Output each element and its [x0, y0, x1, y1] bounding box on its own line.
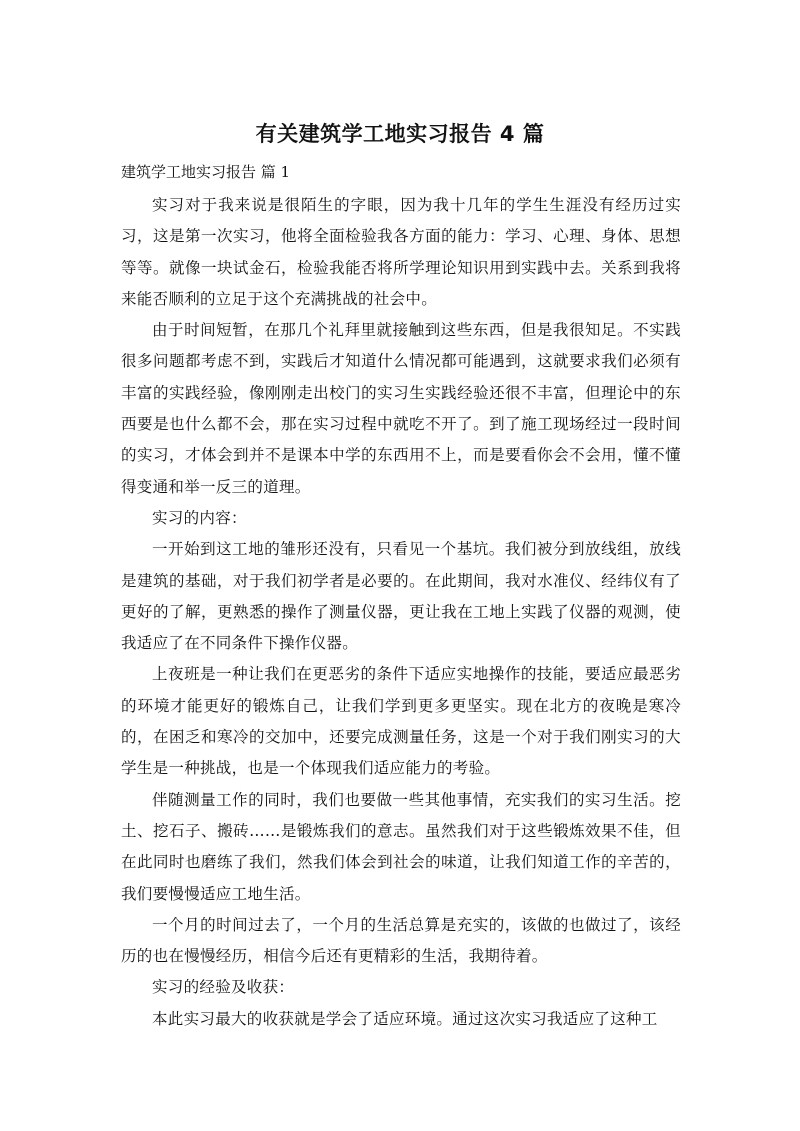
document-title: 有关建筑学工地实习报告 4 篇	[255, 122, 545, 146]
section-heading: 建筑学工地实习报告 篇 1	[121, 163, 291, 181]
paragraph: 一开始到这工地的雏形还没有，只看见一个基坑。我们被分到放线组，放线是建筑的基础，对于我们初学者是必要的。在此期间，我对水准仪、经纬仪有了更好的了解，更熟悉的操作了测量仪器，更让我在工地上实践了仪器的观测，使我适应了在不同条件下操作仪器。	[121, 540, 681, 653]
paragraph: 伴随测量工作的同时，我们也要做一些其他事情，充实我们的实习生活。挖土、挖石子、搬砖……是锻炼我们的意志。虽然我们对于这些锻炼效果不佳，但在此同时也磨练了我们，然我们体会到社会的味道，让我们知道工作的辛苦的，我们要慢慢适应工地生活。	[121, 790, 681, 903]
paragraph-heading: 实习的内容：	[152, 508, 247, 527]
document-body	[121, 190, 681, 1035]
paragraph: 一个月的时间过去了，一个月的生活总算是充实的，该做的也做过了，该经历的也在慢慢经历，相信今后还有更精彩的生活，我期待着。	[121, 915, 681, 966]
paragraph-heading: 实习的经验及收获：	[152, 978, 295, 997]
paragraph: 实习对于我来说是很陌生的字眼，因为我十几年的学生生涯没有经历过实习，这是第一次实习，他将全面检验我各方面的能力：学习、心理、身体、思想等等。就像一块试金石，检验我能否将所学理论知识用到实践中去。关系到我将来能否顺利的立足于这个充满挑战的社会中。	[121, 196, 681, 308]
paragraph: 由于时间短暂，在那几个礼拜里就接触到这些东西，但是我很知足。不实践很多问题都考虑不到，实践后才知道什么情况都可能遇到，这就要求我们必须有丰富的实践经验，像刚刚走出校门的实习生实践经验还很不丰富，但理论中的东西要是也什么都不会，那在实习过程中就吃不开了。到了施工现场经过一段时间的实习，才体会到并不是课本中学的东西用不上，而是要看你会不会用，懂不懂得变通和举一反三的道理。	[121, 321, 681, 496]
paragraph: 上夜班是一种让我们在更恶劣的条件下适应实地操作的技能，要适应最恶劣的环境才能更好的锻炼自己，让我们学到更多更坚实。现在北方的夜晚是寒冷的，在困乏和寒冷的交加中，还要完成测量任务，这是一个对于我们刚实习的大学生是一种挑战，也是一个体现我们适应能力的考验。	[121, 665, 681, 778]
paragraph: 本此实习最大的收获就是学会了适应环境。通过这次实习我适应了这种工	[152, 1009, 658, 1028]
